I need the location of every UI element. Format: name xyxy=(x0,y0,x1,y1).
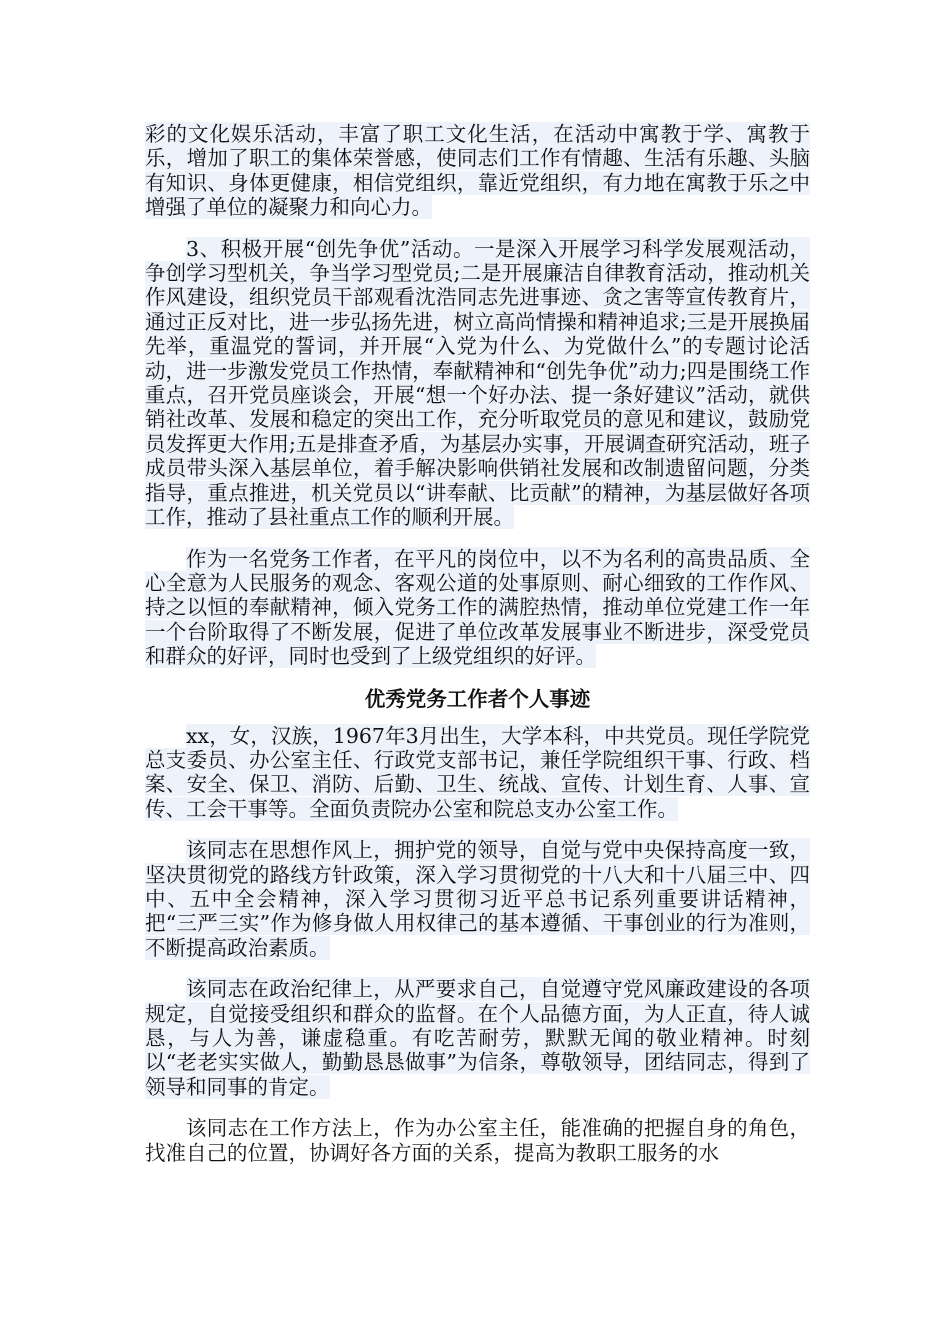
body-paragraph xyxy=(145,237,810,530)
paragraph-text: 该同志在工作方法上，作为办公室主任，能准确的把握自身的角色，找准自己的位置，协调好各方面的关系，提高为教职工服务的水 xyxy=(145,1116,810,1165)
paragraph-text: 作为一名党务工作者，在平凡的岗位中，以不为名利的高贵品质、全心全意为人民服务的观念、客观公道的处事原则、耐心细致的工作作风、持之以恒的奉献精神，倾入党务工作的满腔热情，推动单位党建工作一年一个台阶取得了不断发展，促进了单位改革发展事业不断进步，深受党员和群众的好评，同时也受到了上级党组织的好评。 xyxy=(145,546,810,669)
body-paragraph xyxy=(145,977,810,1099)
body-paragraph xyxy=(145,724,810,822)
paragraph-text: xx，女，汉族，1967年3月出生，大学本科，中共党员。现任学院党总支委员、办公室主任、行政党支部书记，兼任学院组织干事、行政、档案、安全、保卫、消防、后勤、卫生、统战、宣传、计划生育、人事、宣传、工会干事等。全面负责院办公室和院总支办公室工作。 xyxy=(145,723,810,821)
document-page xyxy=(145,122,810,1182)
paragraph-text: 该同志在政治纪律上，从严要求自己，自觉遵守党风廉政建设的各项规定，自觉接受组织和群众的监督。在个人品德方面，为人正直，待人诚恳，与人为善，谦虚稳重。有吃苦耐劳，默默无闻的敬业精神。时刻以“老老实实做人，勤勤恳恳做事”为信条，尊敬领导，团结同志，得到了领导和同事的肯定。 xyxy=(145,977,810,1099)
paragraph-text: 该同志在思想作风上，拥护党的领导，自觉与党中央保持高度一致，坚决贯彻党的路线方针政策，深入学习贯彻党的十八大和十八届三中、四中、五中全会精神，深入学习贯彻习近平总书记系列重要讲话精神，把“三严三实”作为修身做人用权律己的基本遵循、干事创业的行为准则，不断提高政治素质。 xyxy=(145,838,810,960)
body-paragraph xyxy=(145,547,810,669)
body-paragraph xyxy=(145,1116,810,1165)
body-paragraph xyxy=(145,122,810,220)
section-title: 优秀党务工作者个人事迹 xyxy=(364,686,591,711)
body-paragraph xyxy=(145,838,810,960)
paragraph-text: 彩的文化娱乐活动，丰富了职工文化生活，在活动中寓教于学、寓教于乐，增加了职工的集体荣誉感，使同志们工作有情趣、生活有乐趣、头脑有知识、身体更健康，相信党组织，靠近党组织，有力地在寓教于乐之中增强了单位的凝聚力和向心力。 xyxy=(145,122,810,220)
paragraph-text: 3、积极开展“创先争优”活动。一是深入开展学习科学发展观活动，争创学习型机关，争当学习型党员;二是开展廉洁自律教育活动，推动机关作风建设，组织党员干部观看沈浩同志先进事迹、贪之害等宣传教育片，通过正反对比，进一步弘扬先进，树立高尚情操和精神追求;三是开展换届先举，重温党的誓词，并开展“入党为什么、为党做什么”的专题讨论活动，进一步激发党员工作热情，奉献精神和“创先争优”动力;四是围绕工作重点，召开党员座谈会，开展“想一个好办法、提一条好建议”活动，就供销社改革、发展和稳定的突出工作，充分听取党员的意见和建议，鼓励党员发挥更大作用;五是排查矛盾，为基层办实事，开展调查研究活动，班子成员带头深入基层单位，着手解决影响供销社发展和改制遗留问题，分类指导，重点推进，机关党员以“讲奉献、比贡献”的精神，为基层做好各项工作，推动了县社重点工作的顺利开展。 xyxy=(145,236,810,530)
